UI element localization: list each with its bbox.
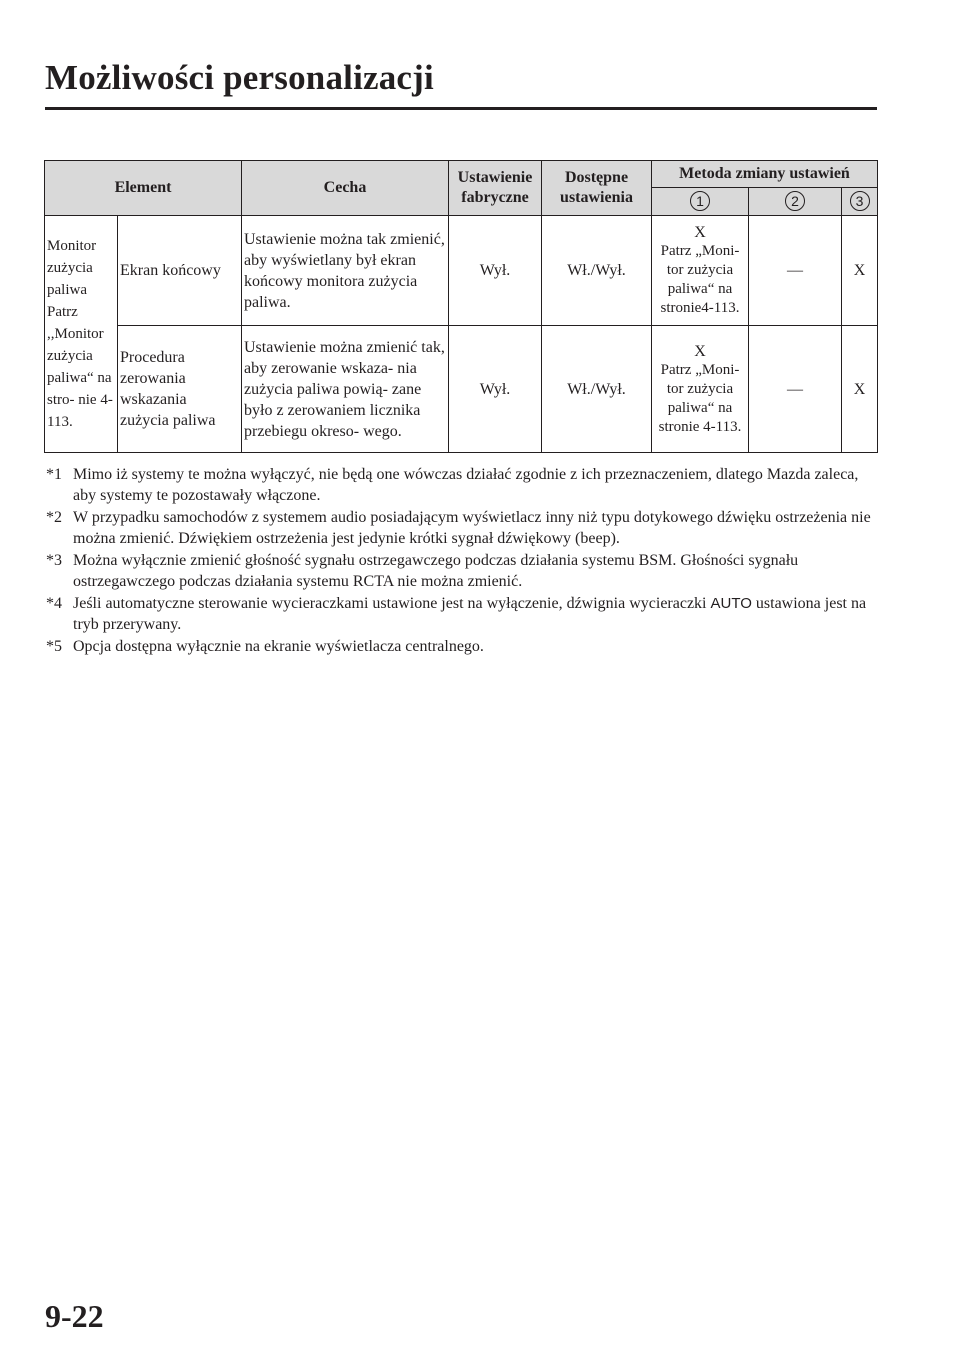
footnote-text: Opcja dostępna wyłącznie na ekranie wyświetlacza centralnego.: [73, 638, 484, 655]
row-available-settings: Wł./Wył.: [542, 326, 652, 453]
row-method-3: X: [842, 216, 878, 326]
title-divider: [45, 107, 877, 110]
circled-number-2-icon: 2: [785, 191, 805, 211]
footnote-text: [73, 593, 876, 635]
method-1-mark: X: [694, 224, 706, 241]
header-feature: Cecha: [242, 161, 449, 216]
auto-wiper-badge: AUTO: [710, 595, 752, 612]
row-feature: Procedura zerowania wskazania zużycia paliwa: [118, 326, 242, 453]
footnote-mark: *1: [46, 466, 62, 483]
footnote: [46, 464, 876, 506]
row-available-settings: Wł./Wył.: [542, 216, 652, 326]
method-col-1: [652, 188, 749, 216]
footnote: [46, 593, 876, 635]
method-1-reference: Patrz „Moni- tor zużycia paliwa“ na stronie 4-113.: [658, 361, 742, 435]
row-feature: Ekran końcowy: [118, 216, 242, 326]
header-change-method: Metoda zmiany ustawień: [652, 161, 878, 188]
footnote: [46, 636, 876, 657]
footnote: [46, 550, 876, 592]
row-method-2: —: [749, 326, 842, 453]
element-group-label: Monitor zużycia paliwa Patrz ,,Monitor zużycia paliwa“ na stro- nie 4-113.: [45, 216, 118, 453]
row-factory-setting: Wył.: [449, 326, 542, 453]
row-description: Ustawienie można zmienić tak, aby zerowanie wskaza- nia zużycia paliwa powią- zane było z zerowaniem licznika przebiegu okreso- wego.: [242, 326, 449, 453]
footnote-mark: *3: [46, 552, 62, 569]
header-factory-setting: Ustawienie fabryczne: [449, 161, 542, 216]
settings-table: [44, 160, 878, 453]
row-description: Ustawienie można tak zmienić, aby wyświetlany był ekran końcowy monitora zużycia paliwa.: [242, 216, 449, 326]
circled-number-3-icon: 3: [850, 191, 870, 211]
method-col-3: [842, 188, 878, 216]
footnotes: [46, 464, 876, 658]
row-method-2: —: [749, 216, 842, 326]
header-available-settings: Dostępne ustawienia: [542, 161, 652, 216]
page-number: 9-22: [45, 1298, 104, 1334]
footnote-text-part: Jeśli automatyczne sterowanie wycieraczkami ustawione jest na wyłączenie, dźwignia wycieraczki: [73, 595, 707, 612]
footnote-text: W przypadku samochodów z systemem audio posiadającym wyświetlacz inny niż typu dotykowego dźwięku ostrzeżenia nie można zmienić. Dźwiękiem ostrzeżenia jest jedynie krótki sygnał dźwiękowy (beep).: [73, 509, 871, 547]
row-method-1: [652, 216, 749, 326]
footnote: [46, 507, 876, 549]
table-row: [45, 216, 878, 326]
footnote-mark: *5: [46, 638, 62, 655]
row-factory-setting: Wył.: [449, 216, 542, 326]
method-1-mark: X: [694, 342, 706, 360]
footnote-text-part: ustawiona jest na tryb przerywany.: [73, 595, 867, 633]
footnote-text: Mimo iż systemy te można wyłączyć, nie będą one wówczas działać zgodnie z ich przeznaczeniem, dlatego Mazda zaleca, aby systemy te pozostawały włączone.: [73, 466, 859, 504]
row-method-3: X: [842, 326, 878, 453]
method-col-2: [749, 188, 842, 216]
row-method-1: [652, 326, 749, 453]
footnote-text: Można wyłącznie zmienić głośność sygnału ostrzegawczego podczas działania systemu BSM. Głośności sygnału ostrzegawczego podczas działania systemu RCTA nie można zmienić.: [73, 552, 799, 590]
header-element: Element: [45, 161, 242, 216]
page-title: Możliwości personalizacji: [45, 58, 434, 97]
circled-number-1-icon: 1: [690, 191, 710, 211]
table-row: [45, 326, 878, 453]
footnote-mark: *2: [46, 509, 62, 526]
footnote-mark: *4: [46, 595, 62, 612]
method-1-reference: Patrz „Moni- tor zużycia paliwa“ na stronie4-113.: [660, 243, 740, 316]
